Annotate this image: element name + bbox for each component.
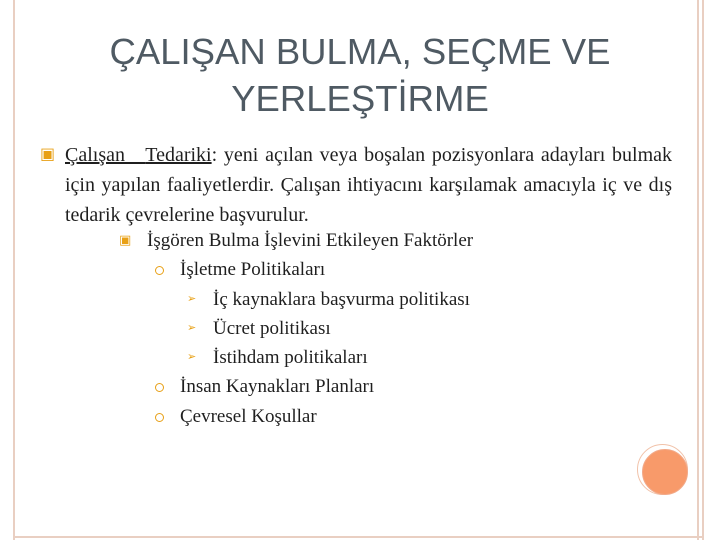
circle-bullet-icon — [155, 266, 164, 275]
level3-item: İnsan Kaynakları Planları — [180, 376, 375, 397]
circle-bullet-icon — [155, 413, 164, 422]
square-bullet-icon: ▣ — [119, 233, 132, 248]
title-line-1: ÇALIŞAN BULMA, SEÇME VE — [109, 31, 611, 72]
main-bullet-text — [65, 140, 672, 230]
level4-item: İstihdam politikaları — [213, 347, 368, 368]
term-word-1: Çalışan — [65, 144, 125, 166]
level4-item: Ücret politikası — [213, 318, 331, 339]
slide-border-right-inner — [697, 0, 699, 540]
term-word-2: Tedariki — [145, 144, 212, 166]
decorative-circle — [642, 449, 688, 495]
level3-item: Çevresel Koşullar — [180, 406, 317, 427]
square-bullet-icon: ▣ — [40, 144, 56, 163]
slide-border-right-outer — [702, 0, 704, 540]
term-definition: : yeni açılan veya boşalan pozisyonlara adayları bulmak için yapılan faaliyetlerdir. Çalışan ihtiyacını karşılamak amacıyla iç ve dış tedarik çevrelerine başvurulur. — [65, 144, 673, 226]
circle-bullet-icon — [155, 383, 164, 392]
slide-border-left — [13, 0, 15, 540]
arrow-bullet-icon: ➢ — [187, 350, 197, 363]
arrow-bullet-icon: ➢ — [187, 321, 197, 334]
slide-border-bottom — [13, 536, 703, 538]
arrow-bullet-icon: ➢ — [187, 292, 197, 305]
slide-title — [40, 28, 680, 122]
level3-item: İşletme Politikaları — [180, 259, 326, 280]
level2-item: İşgören Bulma İşlevini Etkileyen Faktörler — [147, 230, 474, 251]
level4-item: İç kaynaklara başvurma politikası — [213, 289, 470, 310]
title-line-2: YERLEŞTİRME — [231, 78, 489, 119]
